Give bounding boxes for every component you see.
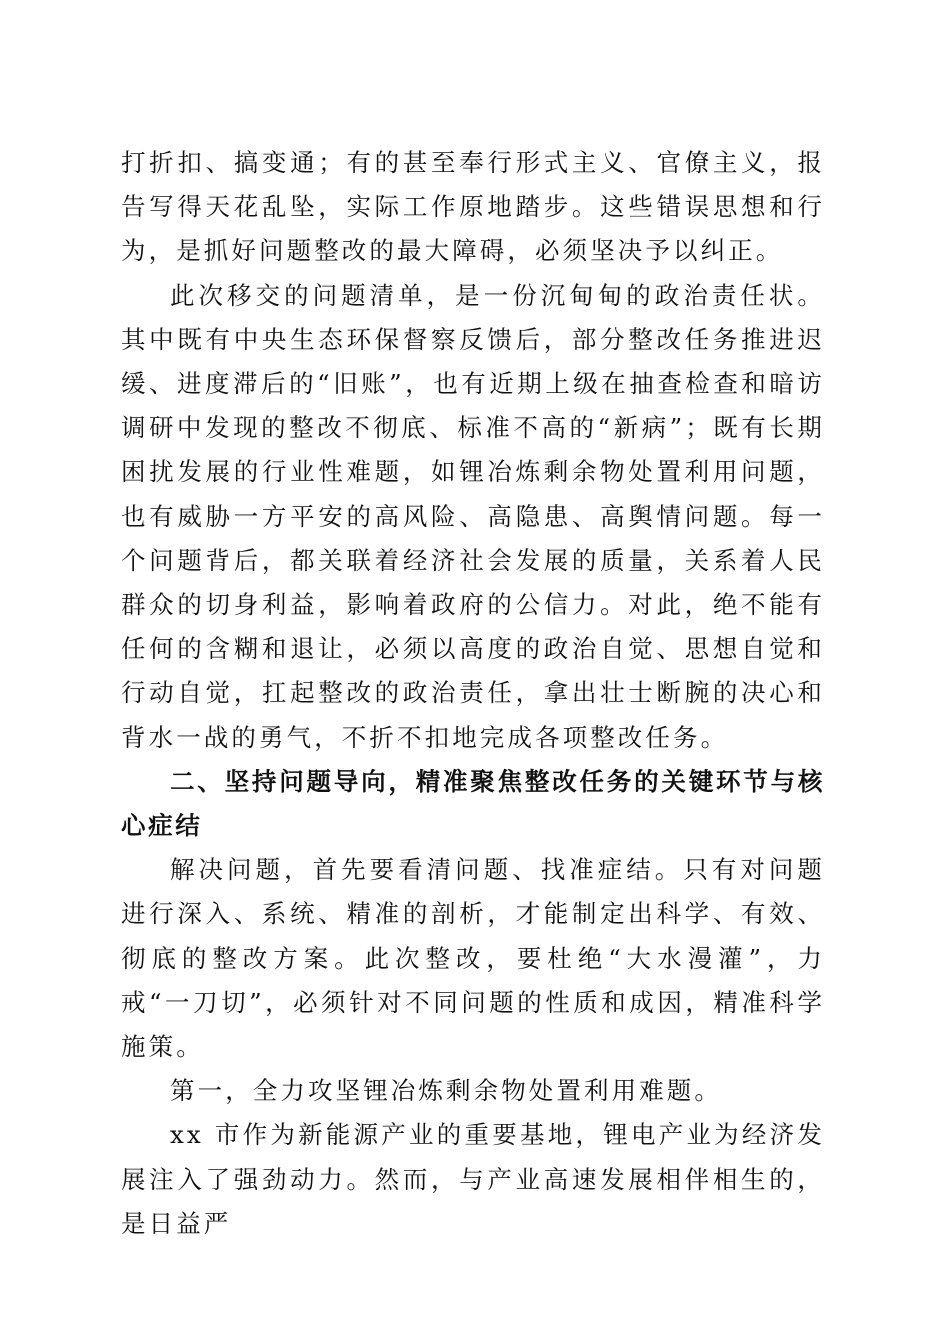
paragraph-solve-problems: 解决问题，首先要看清问题、找准症结。只有对问题进行深入、系统、精准的剖析，才能制定出科学、有效、彻底的整改方案。此次整改，要杜绝“大水漫灌”，力戒“一刀切”，必须针对不同问题的性质和成因，精准科学施策。 — [121, 855, 825, 1062]
paragraph-first-point: 第一，全力攻坚锂冶炼剩余物处置利用难题。 — [170, 1076, 722, 1106]
paragraph-continuation: 打折扣、搞变通；有的甚至奉行形式主义、官僚主义，报告写得天花乱坠，实际工作原地踏步。这些错误思想和行为，是抓好问题整改的最大障碍，必须坚决予以纠正。 — [121, 148, 825, 266]
paragraph-lithium-industry: xx 市作为新能源产业的重要基地，锂电产业为经济发展注入了强劲动力。然而，与产业高速发展相伴相生的，是日益严 — [121, 1120, 825, 1238]
section-heading-2: 二、坚持问题导向，精准聚焦整改任务的关键环节与核心症结 — [121, 766, 825, 841]
paragraph-problem-list: 此次移交的问题清单，是一份沉甸甸的政治责任状。其中既有中央生态环保督察反馈后，部分整改任务推进迟缓、进度滞后的“旧账”，也有近期上级在抽查检查和暗访调研中发现的整改不彻底、标准不高的“新病”；既有长期困扰发展的行业性难题，如锂冶炼剩余物处置利用问题，也有威胁一方平安的高风险、高隐患、高舆情问题。每一个问题背后，都关联着经济社会发展的质量，关系着人民群众的切身利益，影响着政府的公信力。对此，绝不能有任何的含糊和退让，必须以高度的政治自觉、思想自觉和行动自觉，扛起整改的政治责任，拿出壮士断腕的决心和背水一战的勇气，不折不扣地完成各项整改任务。 — [121, 280, 825, 752]
document-body — [121, 141, 825, 1246]
